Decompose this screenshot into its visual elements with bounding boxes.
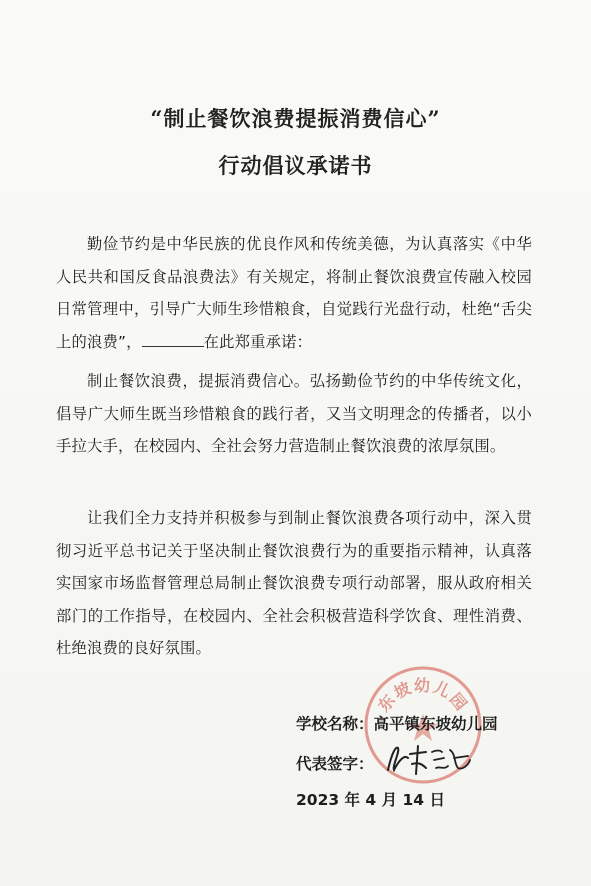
representative-signature-line <box>296 752 374 774</box>
seal-text: 东坡幼儿园 <box>374 676 472 716</box>
paragraph-intro-text: 勤俭节约是中华民族的优良作风和传统美德，为认真落实《中华人民共和国反食品浪费法》有关规定，将制止餐饮浪费宣传融入校园日常管理中，引导广大师生珍惜粮食，自觉践行光盘行动，杜绝“舌尖上的浪费”， <box>56 235 532 351</box>
paragraph-action: 让我们全力支持并积极参与到制止餐饮浪费各项行动中，深入贯彻习近平总书记关于坚决制止餐饮浪费行为的重要指示精神，认真落实国家市场监督管理总局制止餐饮浪费专项行动部署，服从政府相关部门的工作指导，在校园内、全社会积极营造科学饮食、理性消费、杜绝浪费的良好氛围。 <box>56 509 532 658</box>
handwritten-signature <box>382 740 474 780</box>
school-name-value: 高平镇东坡幼儿园 <box>373 715 498 733</box>
paragraph-intro <box>56 228 532 358</box>
fill-in-blank <box>142 332 204 347</box>
paragraph-commitment: 制止餐饮浪费，提振消费信心。弘扬勤俭节约的中华传统文化，倡导广大师生既当珍惜粮食的践行者，又当文明理念的传播者，以小手拉大手，在校园内、全社会努力营造制止餐饮浪费的浓厚氛围。 <box>56 372 532 456</box>
school-name-label: 学校名称： <box>296 715 374 733</box>
paragraph-intro-ending: 在此郑重承诺： <box>203 332 313 351</box>
school-name-line <box>296 712 498 734</box>
representative-signature-label: 代表签字： <box>296 755 374 773</box>
document-date: 2023 年 4 月 14 日 <box>296 791 445 809</box>
document-title-line2: 行动倡议承诺书 <box>218 153 373 178</box>
svg-text:东坡幼儿园 <box>374 676 472 715</box>
document-title-line1: “制止餐饮浪费提振消费信心” <box>150 106 441 131</box>
